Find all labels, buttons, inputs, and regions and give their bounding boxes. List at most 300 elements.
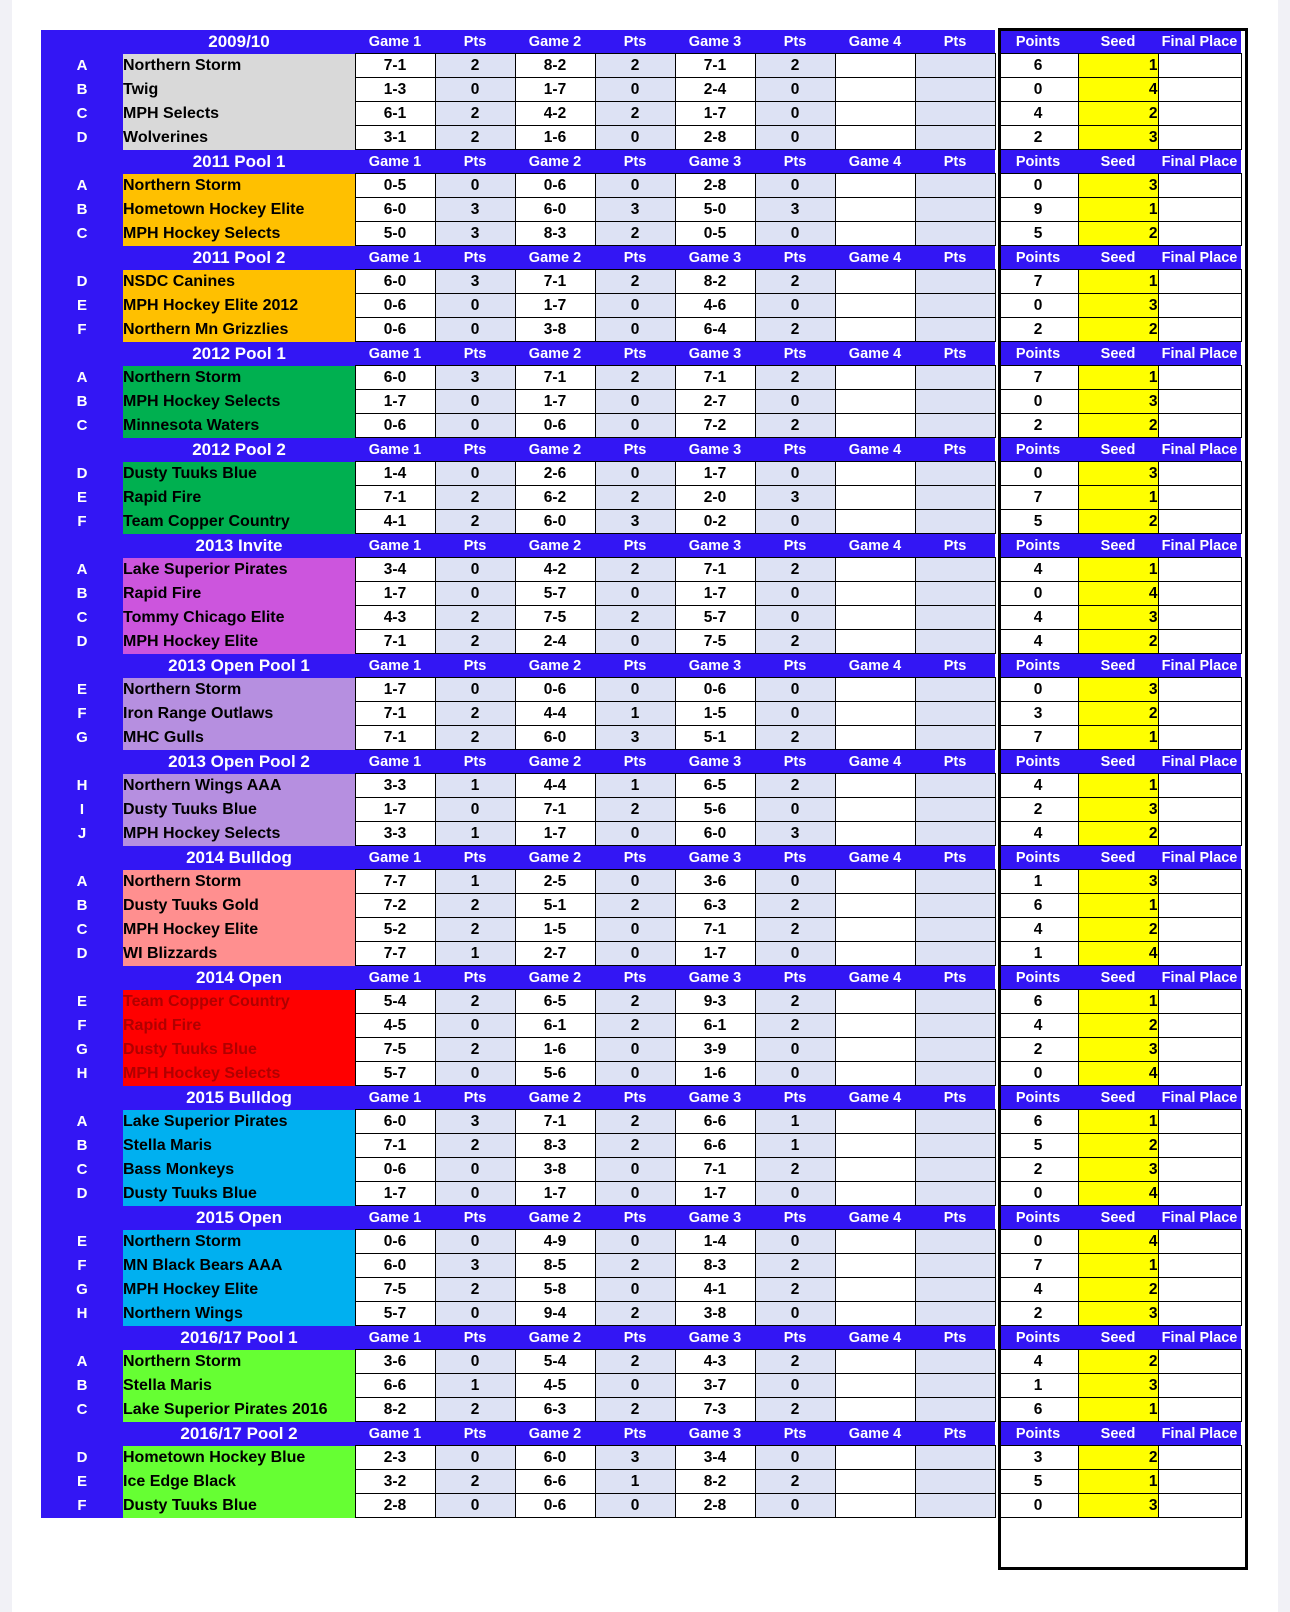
game-1-score[interactable]: 3-4 — [355, 558, 435, 582]
game-3-score[interactable]: 2-8 — [675, 174, 755, 198]
final-place[interactable] — [1158, 1062, 1241, 1086]
seed-value[interactable]: 2 — [1078, 822, 1158, 846]
seed-value[interactable]: 2 — [1078, 1350, 1158, 1374]
game-2-score[interactable]: 6-0 — [515, 510, 595, 534]
game-4-pts[interactable] — [915, 894, 995, 918]
final-place[interactable] — [1158, 894, 1241, 918]
game-3-score[interactable]: 6-4 — [675, 318, 755, 342]
game-3-pts[interactable]: 2 — [755, 1350, 835, 1374]
game-3-pts[interactable]: 0 — [755, 1302, 835, 1326]
seed-value[interactable]: 1 — [1078, 894, 1158, 918]
game-4-score[interactable] — [835, 774, 915, 798]
game-3-pts[interactable]: 0 — [755, 126, 835, 150]
total-points[interactable]: 0 — [998, 1182, 1078, 1206]
total-points[interactable]: 6 — [998, 54, 1078, 78]
total-points[interactable]: 2 — [998, 318, 1078, 342]
game-4-score[interactable] — [835, 1014, 915, 1038]
final-place[interactable] — [1158, 774, 1241, 798]
seed-value[interactable]: 2 — [1078, 222, 1158, 246]
final-place[interactable] — [1158, 822, 1241, 846]
final-place[interactable] — [1158, 270, 1241, 294]
game-2-score[interactable]: 5-4 — [515, 1350, 595, 1374]
game-1-pts[interactable]: 2 — [435, 606, 515, 630]
seed-value[interactable]: 3 — [1078, 462, 1158, 486]
game-4-score[interactable] — [835, 318, 915, 342]
total-points[interactable]: 0 — [998, 294, 1078, 318]
game-3-pts[interactable]: 0 — [755, 174, 835, 198]
game-1-pts[interactable]: 3 — [435, 1254, 515, 1278]
game-3-score[interactable]: 7-5 — [675, 630, 755, 654]
total-points[interactable]: 0 — [998, 1062, 1078, 1086]
game-2-score[interactable]: 8-3 — [515, 222, 595, 246]
game-2-pts[interactable]: 0 — [595, 1278, 675, 1302]
game-4-pts[interactable] — [915, 510, 995, 534]
game-2-pts[interactable]: 0 — [595, 294, 675, 318]
game-2-score[interactable]: 1-6 — [515, 1038, 595, 1062]
game-4-pts[interactable] — [915, 1134, 995, 1158]
game-2-pts[interactable]: 1 — [595, 702, 675, 726]
game-4-score[interactable] — [835, 1278, 915, 1302]
game-4-pts[interactable] — [915, 1398, 995, 1422]
final-place[interactable] — [1158, 1470, 1241, 1494]
game-2-pts[interactable]: 0 — [595, 1374, 675, 1398]
game-4-score[interactable] — [835, 390, 915, 414]
game-1-score[interactable]: 8-2 — [355, 1398, 435, 1422]
game-3-score[interactable]: 7-2 — [675, 414, 755, 438]
game-3-pts[interactable]: 0 — [755, 294, 835, 318]
game-3-score[interactable]: 2-8 — [675, 126, 755, 150]
game-2-score[interactable]: 6-0 — [515, 198, 595, 222]
game-2-pts[interactable]: 0 — [595, 822, 675, 846]
game-4-score[interactable] — [835, 78, 915, 102]
game-1-score[interactable]: 7-1 — [355, 702, 435, 726]
total-points[interactable]: 6 — [998, 990, 1078, 1014]
final-place[interactable] — [1158, 870, 1241, 894]
game-3-score[interactable]: 2-0 — [675, 486, 755, 510]
game-1-score[interactable]: 0-6 — [355, 414, 435, 438]
game-3-score[interactable]: 6-0 — [675, 822, 755, 846]
game-3-pts[interactable]: 1 — [755, 1110, 835, 1134]
game-3-score[interactable]: 7-1 — [675, 558, 755, 582]
game-4-score[interactable] — [835, 1398, 915, 1422]
game-2-score[interactable]: 0-6 — [515, 174, 595, 198]
seed-value[interactable]: 3 — [1078, 1038, 1158, 1062]
game-3-pts[interactable]: 2 — [755, 726, 835, 750]
game-1-score[interactable]: 5-4 — [355, 990, 435, 1014]
game-3-score[interactable]: 8-3 — [675, 1254, 755, 1278]
game-3-pts[interactable]: 2 — [755, 558, 835, 582]
game-4-score[interactable] — [835, 582, 915, 606]
game-3-score[interactable]: 5-1 — [675, 726, 755, 750]
game-1-score[interactable]: 4-5 — [355, 1014, 435, 1038]
total-points[interactable]: 5 — [998, 1134, 1078, 1158]
game-1-score[interactable]: 7-1 — [355, 726, 435, 750]
game-4-pts[interactable] — [915, 54, 995, 78]
game-2-score[interactable]: 4-9 — [515, 1230, 595, 1254]
game-2-score[interactable]: 2-7 — [515, 942, 595, 966]
game-2-score[interactable]: 3-8 — [515, 318, 595, 342]
game-4-pts[interactable] — [915, 870, 995, 894]
game-1-pts[interactable]: 2 — [435, 102, 515, 126]
final-place[interactable] — [1158, 630, 1241, 654]
game-1-pts[interactable]: 0 — [435, 1350, 515, 1374]
game-2-pts[interactable]: 2 — [595, 798, 675, 822]
game-1-score[interactable]: 3-3 — [355, 774, 435, 798]
game-1-score[interactable]: 7-1 — [355, 54, 435, 78]
game-2-score[interactable]: 4-2 — [515, 102, 595, 126]
final-place[interactable] — [1158, 726, 1241, 750]
game-4-score[interactable] — [835, 462, 915, 486]
game-3-score[interactable]: 6-6 — [675, 1134, 755, 1158]
game-2-score[interactable]: 1-7 — [515, 822, 595, 846]
game-3-pts[interactable]: 0 — [755, 1062, 835, 1086]
game-2-pts[interactable]: 0 — [595, 678, 675, 702]
game-4-pts[interactable] — [915, 1110, 995, 1134]
game-1-pts[interactable]: 0 — [435, 798, 515, 822]
game-4-pts[interactable] — [915, 1494, 995, 1518]
game-4-score[interactable] — [835, 606, 915, 630]
game-4-score[interactable] — [835, 1446, 915, 1470]
game-4-pts[interactable] — [915, 78, 995, 102]
total-points[interactable]: 0 — [998, 78, 1078, 102]
game-4-pts[interactable] — [915, 1014, 995, 1038]
game-4-pts[interactable] — [915, 1278, 995, 1302]
game-3-pts[interactable]: 2 — [755, 918, 835, 942]
game-2-score[interactable]: 5-1 — [515, 894, 595, 918]
game-1-score[interactable]: 6-0 — [355, 366, 435, 390]
total-points[interactable]: 0 — [998, 462, 1078, 486]
final-place[interactable] — [1158, 1254, 1241, 1278]
game-4-score[interactable] — [835, 870, 915, 894]
final-place[interactable] — [1158, 102, 1241, 126]
game-1-score[interactable]: 0-6 — [355, 294, 435, 318]
game-4-score[interactable] — [835, 894, 915, 918]
game-2-pts[interactable]: 3 — [595, 1446, 675, 1470]
total-points[interactable]: 4 — [998, 918, 1078, 942]
final-place[interactable] — [1158, 318, 1241, 342]
game-4-score[interactable] — [835, 270, 915, 294]
game-3-pts[interactable]: 2 — [755, 1278, 835, 1302]
game-4-score[interactable] — [835, 1470, 915, 1494]
final-place[interactable] — [1158, 198, 1241, 222]
total-points[interactable]: 4 — [998, 1014, 1078, 1038]
game-1-pts[interactable]: 0 — [435, 414, 515, 438]
game-3-pts[interactable]: 0 — [755, 222, 835, 246]
seed-value[interactable]: 1 — [1078, 1470, 1158, 1494]
game-2-score[interactable]: 8-3 — [515, 1134, 595, 1158]
total-points[interactable]: 4 — [998, 558, 1078, 582]
game-4-pts[interactable] — [915, 318, 995, 342]
game-3-pts[interactable]: 0 — [755, 702, 835, 726]
seed-value[interactable]: 1 — [1078, 774, 1158, 798]
game-2-score[interactable]: 3-8 — [515, 1158, 595, 1182]
seed-value[interactable]: 4 — [1078, 942, 1158, 966]
game-2-pts[interactable]: 3 — [595, 198, 675, 222]
game-3-pts[interactable]: 2 — [755, 1470, 835, 1494]
seed-value[interactable]: 4 — [1078, 582, 1158, 606]
seed-value[interactable]: 2 — [1078, 414, 1158, 438]
game-4-pts[interactable] — [915, 270, 995, 294]
final-place[interactable] — [1158, 1014, 1241, 1038]
game-3-score[interactable]: 4-3 — [675, 1350, 755, 1374]
seed-value[interactable]: 2 — [1078, 1134, 1158, 1158]
game-3-pts[interactable]: 2 — [755, 414, 835, 438]
game-4-score[interactable] — [835, 942, 915, 966]
game-1-score[interactable]: 3-1 — [355, 126, 435, 150]
game-4-score[interactable] — [835, 486, 915, 510]
final-place[interactable] — [1158, 78, 1241, 102]
game-4-score[interactable] — [835, 1182, 915, 1206]
game-4-pts[interactable] — [915, 198, 995, 222]
total-points[interactable]: 4 — [998, 102, 1078, 126]
game-4-score[interactable] — [835, 222, 915, 246]
game-4-pts[interactable] — [915, 102, 995, 126]
game-3-score[interactable]: 4-6 — [675, 294, 755, 318]
game-1-score[interactable]: 0-6 — [355, 1158, 435, 1182]
game-4-score[interactable] — [835, 414, 915, 438]
game-2-score[interactable]: 6-6 — [515, 1470, 595, 1494]
game-4-pts[interactable] — [915, 126, 995, 150]
seed-value[interactable]: 1 — [1078, 726, 1158, 750]
game-3-pts[interactable]: 0 — [755, 1446, 835, 1470]
game-2-pts[interactable]: 2 — [595, 1398, 675, 1422]
game-4-pts[interactable] — [915, 558, 995, 582]
game-4-pts[interactable] — [915, 726, 995, 750]
seed-value[interactable]: 3 — [1078, 606, 1158, 630]
game-3-pts[interactable]: 2 — [755, 1158, 835, 1182]
total-points[interactable]: 0 — [998, 174, 1078, 198]
game-1-pts[interactable]: 2 — [435, 726, 515, 750]
game-1-score[interactable]: 3-2 — [355, 1470, 435, 1494]
game-1-score[interactable]: 2-3 — [355, 1446, 435, 1470]
game-3-pts[interactable]: 3 — [755, 486, 835, 510]
game-4-score[interactable] — [835, 1062, 915, 1086]
game-4-pts[interactable] — [915, 606, 995, 630]
game-1-pts[interactable]: 0 — [435, 78, 515, 102]
game-2-score[interactable]: 4-4 — [515, 774, 595, 798]
final-place[interactable] — [1158, 462, 1241, 486]
game-2-score[interactable]: 7-5 — [515, 606, 595, 630]
game-1-pts[interactable]: 3 — [435, 222, 515, 246]
game-2-pts[interactable]: 2 — [595, 1134, 675, 1158]
seed-value[interactable]: 2 — [1078, 1446, 1158, 1470]
game-4-pts[interactable] — [915, 1062, 995, 1086]
game-1-score[interactable]: 5-0 — [355, 222, 435, 246]
game-3-pts[interactable]: 0 — [755, 1182, 835, 1206]
game-1-score[interactable]: 3-3 — [355, 822, 435, 846]
game-4-score[interactable] — [835, 1302, 915, 1326]
game-3-score[interactable]: 6-1 — [675, 1014, 755, 1038]
game-1-pts[interactable]: 3 — [435, 1110, 515, 1134]
game-3-score[interactable]: 0-5 — [675, 222, 755, 246]
final-place[interactable] — [1158, 1278, 1241, 1302]
game-4-pts[interactable] — [915, 1350, 995, 1374]
game-2-pts[interactable]: 2 — [595, 1350, 675, 1374]
total-points[interactable]: 6 — [998, 894, 1078, 918]
game-2-pts[interactable]: 0 — [595, 870, 675, 894]
game-2-score[interactable]: 8-2 — [515, 54, 595, 78]
game-2-score[interactable]: 0-6 — [515, 1494, 595, 1518]
game-4-pts[interactable] — [915, 630, 995, 654]
seed-value[interactable]: 3 — [1078, 870, 1158, 894]
total-points[interactable]: 4 — [998, 822, 1078, 846]
game-1-pts[interactable]: 2 — [435, 510, 515, 534]
total-points[interactable]: 4 — [998, 1278, 1078, 1302]
game-1-score[interactable]: 7-5 — [355, 1278, 435, 1302]
game-2-score[interactable]: 1-7 — [515, 390, 595, 414]
game-3-score[interactable]: 5-0 — [675, 198, 755, 222]
game-1-score[interactable]: 5-7 — [355, 1062, 435, 1086]
game-4-score[interactable] — [835, 198, 915, 222]
game-2-pts[interactable]: 2 — [595, 1302, 675, 1326]
game-3-score[interactable]: 1-7 — [675, 942, 755, 966]
game-4-score[interactable] — [835, 726, 915, 750]
final-place[interactable] — [1158, 54, 1241, 78]
game-4-score[interactable] — [835, 1038, 915, 1062]
game-1-score[interactable]: 4-3 — [355, 606, 435, 630]
game-3-pts[interactable]: 2 — [755, 774, 835, 798]
game-4-score[interactable] — [835, 990, 915, 1014]
game-2-pts[interactable]: 0 — [595, 414, 675, 438]
game-2-pts[interactable]: 0 — [595, 630, 675, 654]
game-4-score[interactable] — [835, 822, 915, 846]
game-3-pts[interactable]: 0 — [755, 678, 835, 702]
game-4-score[interactable] — [835, 1230, 915, 1254]
total-points[interactable]: 0 — [998, 1230, 1078, 1254]
final-place[interactable] — [1158, 1302, 1241, 1326]
game-2-pts[interactable]: 2 — [595, 990, 675, 1014]
seed-value[interactable]: 2 — [1078, 630, 1158, 654]
game-3-score[interactable]: 1-6 — [675, 1062, 755, 1086]
game-3-score[interactable]: 6-3 — [675, 894, 755, 918]
game-3-pts[interactable]: 2 — [755, 270, 835, 294]
total-points[interactable]: 7 — [998, 1254, 1078, 1278]
total-points[interactable]: 4 — [998, 1350, 1078, 1374]
total-points[interactable]: 5 — [998, 222, 1078, 246]
game-3-pts[interactable]: 0 — [755, 1374, 835, 1398]
game-1-pts[interactable]: 0 — [435, 1230, 515, 1254]
game-1-pts[interactable]: 0 — [435, 390, 515, 414]
game-4-score[interactable] — [835, 1158, 915, 1182]
game-2-pts[interactable]: 2 — [595, 558, 675, 582]
seed-value[interactable]: 3 — [1078, 678, 1158, 702]
game-2-score[interactable]: 6-0 — [515, 726, 595, 750]
game-2-pts[interactable]: 2 — [595, 222, 675, 246]
total-points[interactable]: 1 — [998, 942, 1078, 966]
game-1-score[interactable]: 7-1 — [355, 630, 435, 654]
game-4-score[interactable] — [835, 558, 915, 582]
game-1-score[interactable]: 1-7 — [355, 390, 435, 414]
final-place[interactable] — [1158, 918, 1241, 942]
game-4-score[interactable] — [835, 918, 915, 942]
game-3-score[interactable]: 1-7 — [675, 462, 755, 486]
game-1-pts[interactable]: 0 — [435, 1494, 515, 1518]
final-place[interactable] — [1158, 1230, 1241, 1254]
game-1-score[interactable]: 6-0 — [355, 270, 435, 294]
game-2-score[interactable]: 6-2 — [515, 486, 595, 510]
game-4-score[interactable] — [835, 102, 915, 126]
game-3-pts[interactable]: 0 — [755, 870, 835, 894]
game-3-pts[interactable]: 2 — [755, 990, 835, 1014]
game-3-score[interactable]: 1-5 — [675, 702, 755, 726]
game-3-pts[interactable]: 0 — [755, 582, 835, 606]
game-4-score[interactable] — [835, 1110, 915, 1134]
game-4-pts[interactable] — [915, 222, 995, 246]
game-2-pts[interactable]: 0 — [595, 318, 675, 342]
game-4-pts[interactable] — [915, 174, 995, 198]
final-place[interactable] — [1158, 174, 1241, 198]
final-place[interactable] — [1158, 1350, 1241, 1374]
game-3-pts[interactable]: 1 — [755, 1134, 835, 1158]
game-3-score[interactable]: 1-7 — [675, 1182, 755, 1206]
game-2-pts[interactable]: 2 — [595, 102, 675, 126]
game-1-pts[interactable]: 2 — [435, 702, 515, 726]
game-3-score[interactable]: 2-7 — [675, 390, 755, 414]
total-points[interactable]: 1 — [998, 870, 1078, 894]
game-2-pts[interactable]: 0 — [595, 1494, 675, 1518]
seed-value[interactable]: 3 — [1078, 1374, 1158, 1398]
game-3-pts[interactable]: 3 — [755, 822, 835, 846]
game-1-pts[interactable]: 3 — [435, 270, 515, 294]
game-4-score[interactable] — [835, 1494, 915, 1518]
game-2-score[interactable]: 2-6 — [515, 462, 595, 486]
seed-value[interactable]: 2 — [1078, 1014, 1158, 1038]
final-place[interactable] — [1158, 678, 1241, 702]
game-4-score[interactable] — [835, 294, 915, 318]
seed-value[interactable]: 2 — [1078, 702, 1158, 726]
game-1-pts[interactable]: 0 — [435, 1014, 515, 1038]
seed-value[interactable]: 2 — [1078, 1278, 1158, 1302]
game-1-pts[interactable]: 2 — [435, 1398, 515, 1422]
game-3-pts[interactable]: 0 — [755, 390, 835, 414]
seed-value[interactable]: 1 — [1078, 366, 1158, 390]
game-1-score[interactable]: 6-1 — [355, 102, 435, 126]
game-1-pts[interactable]: 2 — [435, 894, 515, 918]
game-2-pts[interactable]: 2 — [595, 1014, 675, 1038]
final-place[interactable] — [1158, 222, 1241, 246]
seed-value[interactable]: 4 — [1078, 1062, 1158, 1086]
game-1-score[interactable]: 3-6 — [355, 1350, 435, 1374]
final-place[interactable] — [1158, 126, 1241, 150]
game-2-score[interactable]: 7-1 — [515, 270, 595, 294]
game-4-pts[interactable] — [915, 1038, 995, 1062]
final-place[interactable] — [1158, 1134, 1241, 1158]
game-4-score[interactable] — [835, 366, 915, 390]
total-points[interactable]: 2 — [998, 126, 1078, 150]
game-3-pts[interactable]: 0 — [755, 510, 835, 534]
total-points[interactable]: 1 — [998, 1374, 1078, 1398]
final-place[interactable] — [1158, 798, 1241, 822]
game-1-pts[interactable]: 2 — [435, 990, 515, 1014]
game-2-pts[interactable]: 2 — [595, 1110, 675, 1134]
game-3-score[interactable]: 8-2 — [675, 1470, 755, 1494]
seed-value[interactable]: 2 — [1078, 510, 1158, 534]
final-place[interactable] — [1158, 1494, 1241, 1518]
game-4-score[interactable] — [835, 54, 915, 78]
total-points[interactable]: 6 — [998, 1110, 1078, 1134]
game-2-score[interactable]: 1-7 — [515, 78, 595, 102]
final-place[interactable] — [1158, 990, 1241, 1014]
game-4-score[interactable] — [835, 1134, 915, 1158]
game-4-pts[interactable] — [915, 774, 995, 798]
game-3-score[interactable]: 3-4 — [675, 1446, 755, 1470]
game-1-score[interactable]: 1-7 — [355, 798, 435, 822]
total-points[interactable]: 9 — [998, 198, 1078, 222]
game-1-pts[interactable]: 0 — [435, 1446, 515, 1470]
game-4-pts[interactable] — [915, 1158, 995, 1182]
total-points[interactable]: 5 — [998, 510, 1078, 534]
game-1-pts[interactable]: 1 — [435, 822, 515, 846]
